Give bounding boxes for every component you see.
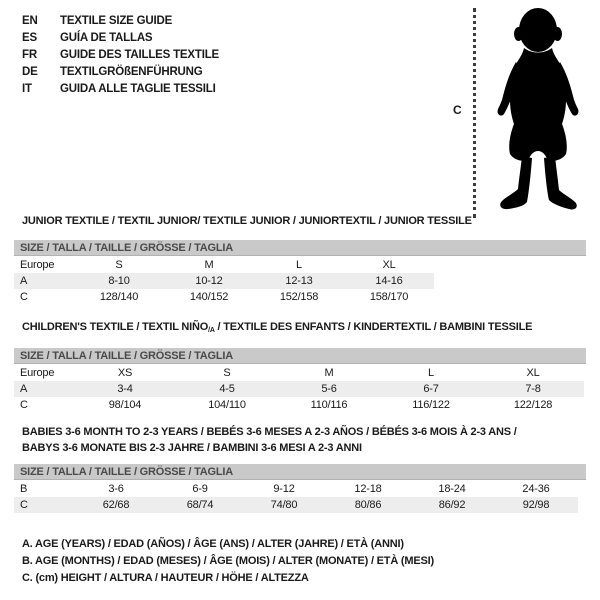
section-title-part1: CHILDREN'S TEXTILE / TEXTIL NIÑO [22,321,209,333]
column-header: XL [526,367,540,379]
cell: 7-8 [525,383,541,395]
lang-title: TEXTILGRÖßENFÜHRUNG [60,66,203,78]
legend-line-a: A. AGE (YEARS) / EDAD (AÑOS) / ÂGE (ANS) / ALTER (JAHRE) / ETÀ (ANNI) [22,538,404,550]
table-row [14,481,578,497]
lang-title: GUIDA ALLE TAGLIE TESSILI [60,83,216,95]
cell: 12-18 [354,483,382,495]
column-header: M [204,259,214,271]
size-header-bar: SIZE / TALLA / TAILLE / GRÖSSE / TAGLIA [14,240,586,256]
section-junior-textile [14,214,586,306]
lang-code: FR [22,49,37,61]
table-row [14,397,584,413]
row-label: C [20,399,28,411]
table-row [14,497,578,513]
lang-code: DE [22,66,38,78]
cell: 80/86 [354,499,382,511]
row-label: C [20,499,28,511]
section-title [14,320,586,338]
column-header: L [428,367,434,379]
table-header-row [14,257,434,273]
cell: 116/122 [412,399,450,411]
cell: 98/104 [108,399,142,411]
lang-title: GUIDE DES TAILLES TEXTILE [60,49,219,61]
lang-code: ES [22,32,37,44]
height-measure-dotted-line [473,8,476,218]
cell: 14-16 [375,275,403,287]
row-label: C [20,291,28,303]
section-title-line2: BABYS 3-6 MONATE BIS 2-3 JAHRE / BAMBINI 3-6 MESI A 2-3 ANNI [22,442,362,454]
lang-code: EN [22,15,38,27]
lang-row-it [22,81,219,98]
cell: 158/170 [369,291,409,303]
section-title: JUNIOR TEXTILE / TEXTIL JUNIOR/ TEXTILE JUNIOR / JUNIORTEXTIL / JUNIOR TESSILE [22,215,472,227]
cell: 128/140 [99,291,139,303]
cell: 8-10 [108,275,130,287]
row-label: B [20,483,28,495]
row-label: A [20,383,28,395]
legend-block [22,536,434,587]
lang-code: IT [22,83,32,95]
section-babies-textile [14,424,586,514]
cell: 10-12 [195,275,223,287]
cell: 104/110 [208,399,246,411]
table-row [14,289,434,305]
column-header: Europe [20,367,55,379]
column-header: S [223,367,231,379]
cell: 74/80 [270,499,298,511]
column-header: L [296,259,302,271]
column-header: M [324,367,334,379]
table-header-row [14,365,584,381]
column-header: Europe [20,259,55,271]
cell: 24-36 [522,483,550,495]
height-measure-label: C [453,103,462,117]
table-row [14,381,584,397]
column-header: S [115,259,123,271]
lang-title: TEXTILE SIZE GUIDE [60,15,173,27]
cell: 18-24 [438,483,466,495]
cell: 62/68 [102,499,130,511]
cell: 86/92 [438,499,466,511]
baby-silhouette-image [486,4,592,216]
cell: 92/98 [522,499,550,511]
cell: 5-6 [321,383,337,395]
lang-row-en [22,13,219,30]
cell: 6-7 [423,383,439,395]
legend-line-b: B. AGE (MONTHS) / EDAD (MESES) / ÂGE (MOIS) / ALTER (MONATE) / ETÀ (MESI) [22,555,434,567]
cell: 140/152 [189,291,229,303]
cell: 6-9 [192,483,208,495]
cell: 4-5 [219,383,235,395]
cell: 122/128 [513,399,553,411]
section-title-part2: / TEXTILE DES ENFANTS / KINDERTEXTIL / BAMBINI TESSILE [214,321,533,333]
lang-row-de [22,64,219,81]
legend-line-c: C. (cm) HEIGHT / ALTURA / HAUTEUR / HÖHE / ALTEZZA [22,572,309,584]
cell: 12-13 [285,275,313,287]
size-header-bar: SIZE / TALLA / TAILLE / GRÖSSE / TAGLIA [14,348,586,364]
language-title-block [22,13,219,98]
column-header: XS [117,367,133,379]
section-childrens-textile [14,320,586,414]
column-header: XL [382,259,396,271]
table-row [14,273,434,289]
section-title-subscript: /A [208,327,215,334]
row-label: A [20,275,28,287]
cell: 9-12 [273,483,295,495]
section-title-line1: BABIES 3-6 MONTH TO 2-3 YEARS / BEBÉS 3-6 MESES A 2-3 AÑOS / BÉBÉS 3-6 MOIS À 2-3 ANS / [22,426,517,438]
lang-row-es [22,30,219,47]
cell: 152/158 [279,291,319,303]
cell: 68/74 [186,499,214,511]
cell: 110/116 [310,399,348,411]
cell: 3-6 [108,483,124,495]
cell: 3-4 [117,383,133,395]
lang-row-fr [22,47,219,64]
lang-title: GUÍA DE TALLAS [60,32,153,44]
size-header-bar: SIZE / TALLA / TAILLE / GRÖSSE / TAGLIA [14,464,586,480]
